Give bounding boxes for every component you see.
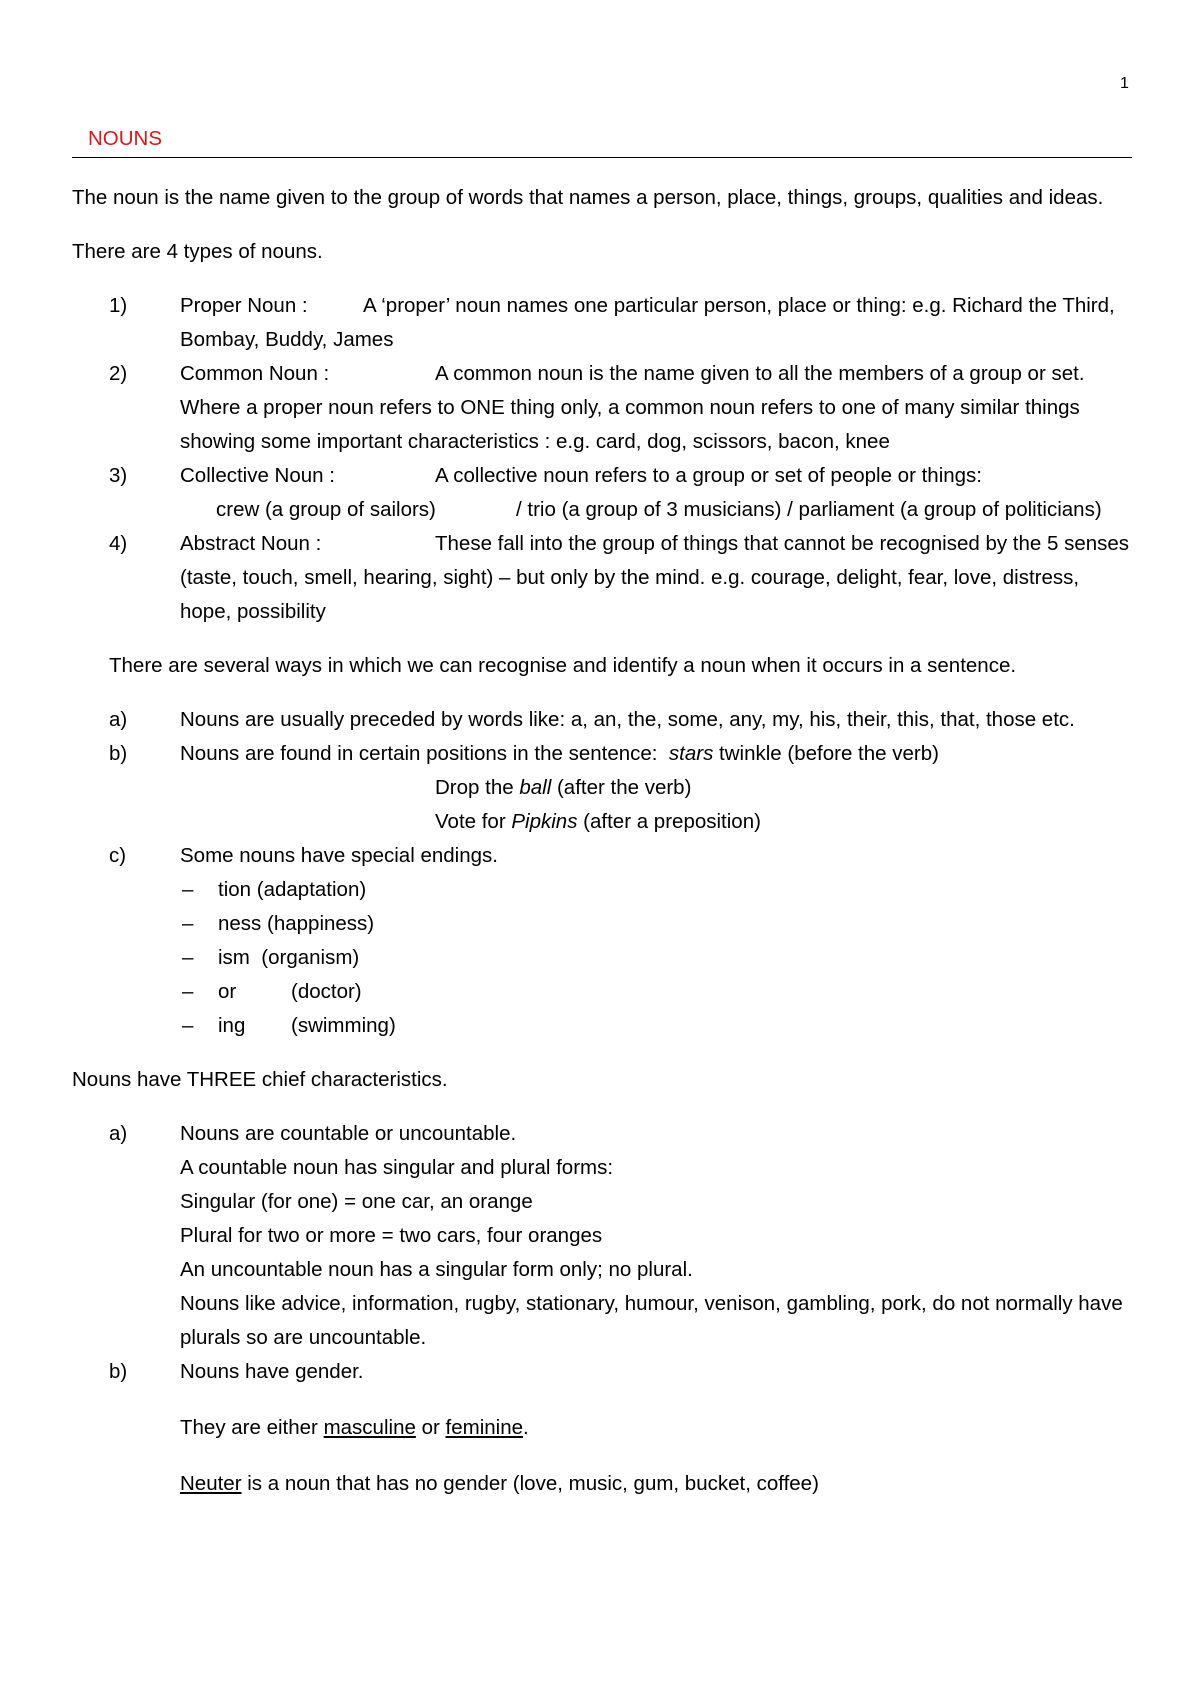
ending: ness (218, 912, 262, 935)
list-letter: b) (109, 742, 128, 765)
term-label: Proper Noun : (180, 294, 308, 317)
list-item (72, 527, 1132, 629)
ending: ing (218, 1014, 246, 1037)
dash-bullet: – (182, 946, 194, 969)
neuter-line: Neuter is a noun that has no gender (love, music, gum, bucket, coffee) (180, 1472, 819, 1495)
list-letter: a) (109, 1122, 128, 1145)
ending-example: (doctor) (291, 980, 362, 1003)
ending-example: (adaptation) (256, 878, 367, 901)
list-letter: a) (109, 708, 128, 731)
term-definition: A collective noun refers to a group or set of people or things: (435, 464, 982, 487)
list-text: Nouns have gender. (180, 1360, 364, 1383)
list-item (72, 703, 1132, 737)
term-definition: A ‘proper’ noun names one particular person, place or thing: e.g. Richard the Third, Bombay, Buddy, James (180, 294, 1115, 351)
term-example: / trio (a group of 3 musicians) / parliament (a group of politicians) (516, 498, 1102, 521)
dash-bullet: – (182, 980, 194, 1003)
feminine-term: feminine (445, 1416, 524, 1439)
dash-bullet: – (182, 912, 194, 935)
masculine-term: masculine (323, 1416, 416, 1439)
term-label: Collective Noun : (180, 464, 335, 487)
list-number: 3) (109, 464, 128, 487)
characteristics-intro: Nouns have THREE chief characteristics. (72, 1068, 448, 1091)
recognise-intro: There are several ways in which we can recognise and identify a noun when it occurs in a sentence. (109, 654, 1017, 677)
example-noun: ball (519, 776, 552, 799)
term-label: Abstract Noun : (180, 532, 322, 555)
list-letter: c) (109, 844, 127, 867)
example-line: Vote for Pipkins (after a preposition) (435, 810, 761, 833)
dash-bullet: – (182, 1014, 194, 1037)
term-label: Common Noun : (180, 362, 330, 385)
list-number: 2) (109, 362, 128, 385)
list-line: Plural for two or more = two cars, four oranges (180, 1224, 603, 1247)
list-item (72, 289, 1132, 357)
list-line: Nouns like advice, information, rugby, stationary, humour, venison, gambling, pork, do not normally have plurals so are uncountable. (180, 1292, 1123, 1349)
example-text: twinkle (before the verb) (719, 742, 939, 765)
list-line: Nouns are countable or uncountable. (180, 1122, 517, 1145)
ending-item (180, 941, 1132, 975)
list-line: Singular (for one) = one car, an orange (180, 1190, 533, 1213)
term-definition: These fall into the group of things that cannot be recognised by the 5 senses (taste, touch, smell, hearing, sight) – but only by the mind. e.g. courage, delight, fear, love, distress, hope, possibility (180, 532, 1130, 623)
example-noun: stars (668, 742, 714, 765)
ending-item (180, 907, 1132, 941)
list-item (72, 839, 1132, 1043)
list-line: An uncountable noun has a singular form only; no plural. (180, 1258, 693, 1281)
term-definition: A common noun is the name given to all the members of a group or set. Where a proper noun refers to ONE thing only, a common noun refers to one of many similar things showing some important characteristics : e.g. card, dog, scissors, bacon, knee (180, 362, 1085, 453)
types-intro: There are 4 types of nouns. (72, 240, 323, 263)
list-text: Nouns are found in certain positions in the sentence: (180, 742, 658, 765)
dash-bullet: – (182, 878, 194, 901)
recognise-list (72, 703, 1132, 1043)
ending-example: (swimming) (291, 1014, 396, 1037)
list-item (72, 459, 1132, 527)
list-item (72, 357, 1132, 459)
list-item (72, 1117, 1132, 1355)
ending-item (180, 1009, 1132, 1043)
list-line: A countable noun has singular and plural forms: (180, 1156, 614, 1179)
page-number: 1 (1120, 75, 1129, 92)
example-noun: Pipkins (511, 810, 578, 833)
term-example: crew (a group of sailors) (216, 498, 436, 521)
document-body (72, 181, 1132, 1501)
gender-line: They are either masculine or feminine. (180, 1416, 529, 1439)
list-number: 1) (109, 294, 128, 317)
list-letter: b) (109, 1360, 128, 1383)
list-text: Some nouns have special endings. (180, 844, 498, 867)
title-divider (72, 157, 1132, 158)
example-line: Drop the ball (after the verb) (435, 776, 692, 799)
list-text: Nouns are usually preceded by words like: a, an, the, some, any, my, his, their, this, that, those etc. (180, 708, 1075, 731)
ending: or (218, 980, 237, 1003)
noun-types-list (72, 289, 1132, 629)
ending-example: (happiness) (267, 912, 375, 935)
ending-example: (organism) (261, 946, 360, 969)
list-item (72, 1355, 1132, 1501)
list-number: 4) (109, 532, 128, 555)
ending: tion (218, 878, 252, 901)
neuter-term: Neuter (180, 1472, 242, 1495)
ending-item (180, 975, 1132, 1009)
characteristics-list (72, 1117, 1132, 1501)
page-title: NOUNS (88, 127, 163, 150)
noun-definition: The noun is the name given to the group of words that names a person, place, things, groups, qualities and ideas. (72, 186, 1104, 209)
ending-item (180, 873, 1132, 907)
ending: ism (218, 946, 250, 969)
list-item (72, 737, 1132, 839)
